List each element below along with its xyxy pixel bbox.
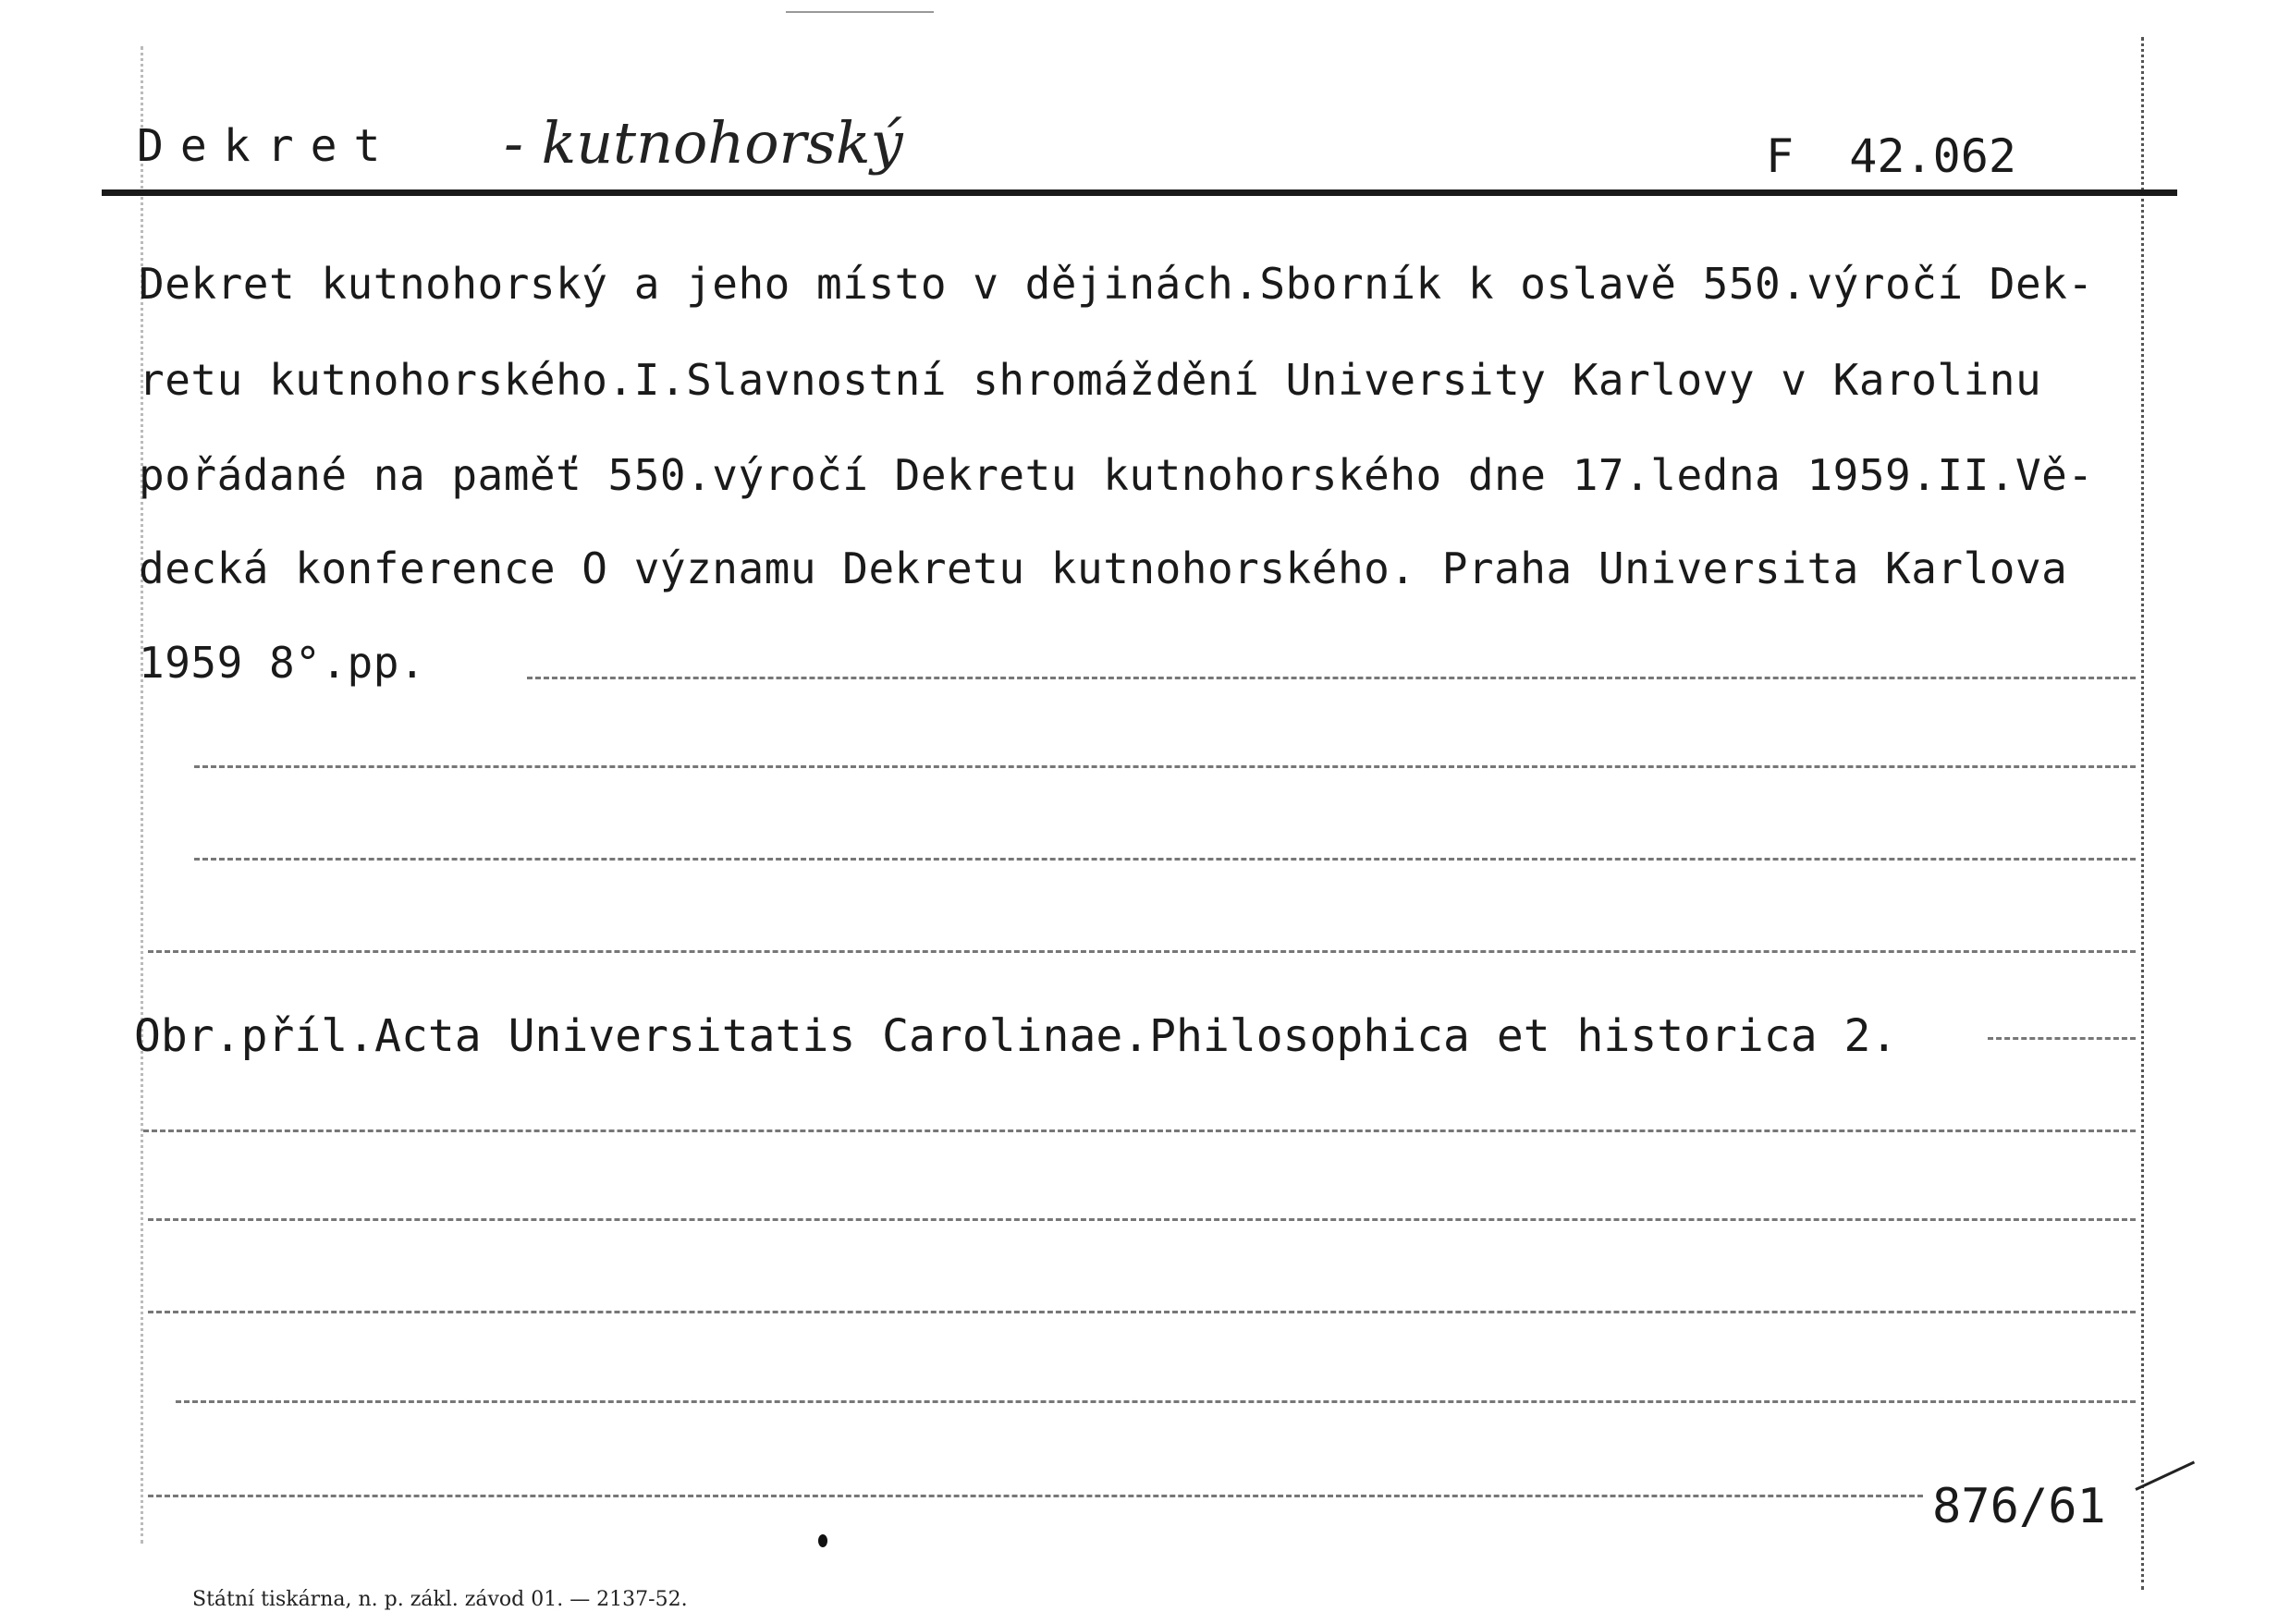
ruled-line	[148, 1218, 2136, 1221]
ruled-line	[148, 1311, 2136, 1313]
ink-dot	[818, 1534, 827, 1547]
ruled-line	[148, 950, 2136, 953]
ruled-line	[194, 765, 2136, 768]
top-rule	[786, 11, 934, 13]
ruled-line	[143, 1129, 2136, 1132]
citation-line: decká konference O významu Dekretu kutnohorského. Praha Universita Karlova	[139, 543, 2068, 593]
citation-line: pořádané na paměť 550.výročí Dekretu kutnohorského dne 17.ledna 1959.II.Vě-	[139, 450, 2094, 500]
pen-tick-mark	[2135, 1461, 2195, 1491]
card-heading: Dekret	[137, 120, 398, 172]
call-number: F 42.062	[1766, 129, 2016, 183]
heading-rule	[102, 189, 2177, 196]
ruled-line	[194, 858, 2136, 861]
accession-number: 876/61	[1932, 1479, 2106, 1534]
ruled-line	[527, 677, 2136, 679]
printer-footer: Státní tiskárna, n. p. zákl. závod 01. — 2137-52.	[192, 1588, 688, 1611]
note-line: Obr.příl.Acta Universitatis Carolinae.Philosophica et historica 2.	[134, 1010, 1898, 1062]
citation-line: retu kutnohorského.I.Slavnostní shromáždění University Karlovy v Karolinu	[139, 355, 2042, 405]
right-margin-line	[2141, 37, 2144, 1590]
handwritten-heading-addition: - kutnohorský	[504, 109, 903, 177]
ruled-line	[1988, 1037, 2136, 1040]
ruled-line	[148, 1495, 1923, 1497]
ruled-line	[176, 1400, 2136, 1403]
citation-line: 1959 8°.pp.	[139, 638, 426, 688]
citation-line: Dekret kutnohorský a jeho místo v dějinách.Sborník k oslavě 550.výročí Dek-	[139, 259, 2094, 309]
